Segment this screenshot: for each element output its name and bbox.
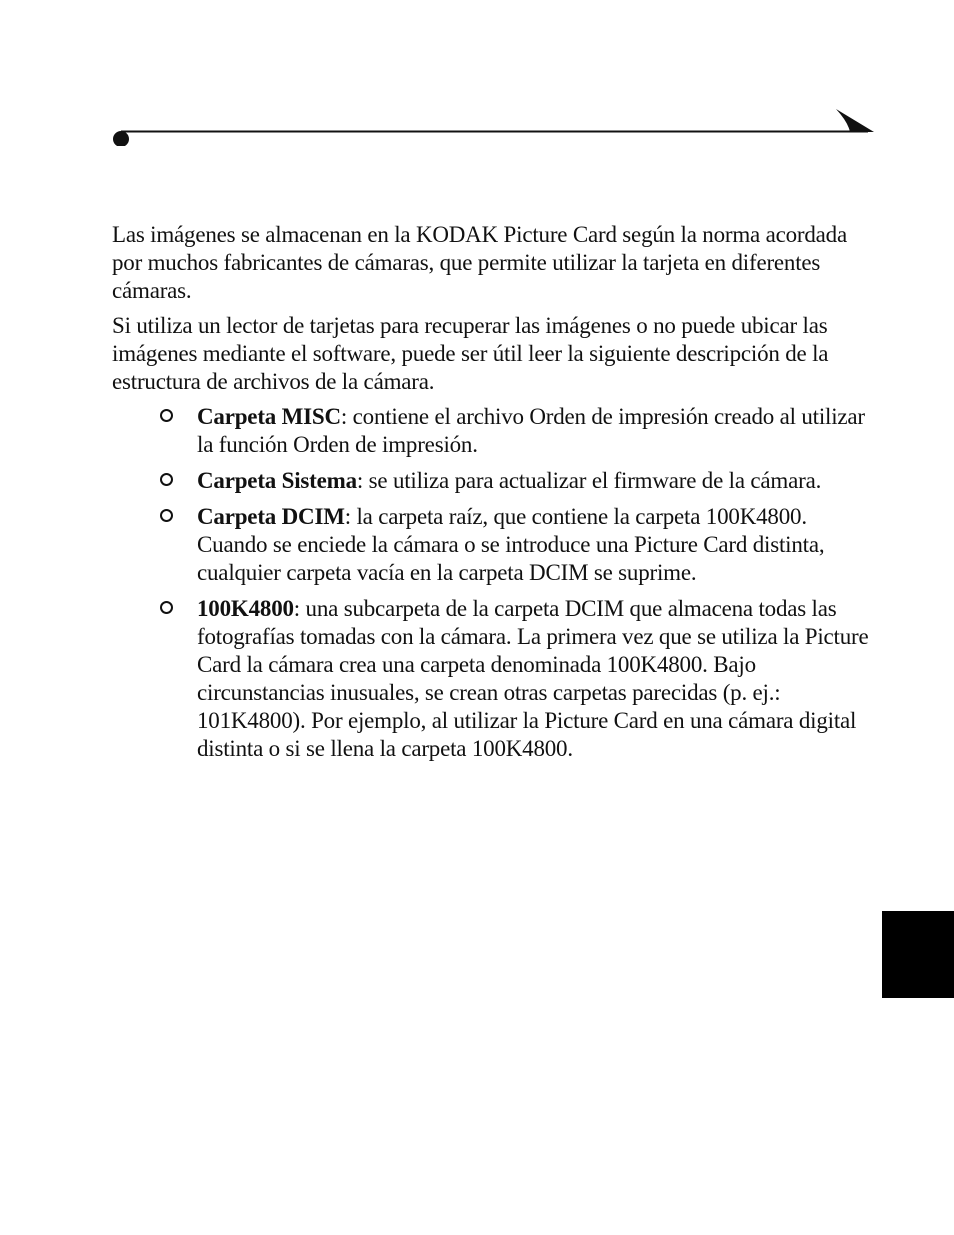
list-item [112,467,882,495]
hollow-circle-bullet-icon [160,409,173,422]
list-item [112,403,882,459]
folder-term: 100K4800 [197,596,294,621]
folder-description: : contiene el archivo Orden de impresión creado al utilizar la función Orden de impresión. [197,404,865,457]
hollow-circle-bullet-icon [160,473,173,486]
folder-list [112,403,882,763]
intro-paragraph-2: Si utiliza un lector de tarjetas para recuperar las imágenes o no puede ubicar las imágenes mediante el software, puede ser útil leer la siguiente descripción de la estructura de archivos de la cámara. [112,313,829,394]
folder-description: : una subcarpeta de la carpeta DCIM que almacena todas las fotografías tomadas con la cámara. La primera vez que se utiliza la Picture Card la cámara crea una carpeta denominada 100K4800. Bajo circunstancias inusuales, se crean otras carpetas parecidas (p. ej.: 101K4800). Por ejemplo, al utilizar la Picture Card en una cámara digital distinta o si se llena la carpeta 100K4800. [197,596,869,761]
main-content [112,221,882,771]
header-rule-icon [112,106,876,146]
hollow-circle-bullet-icon [160,509,173,522]
folder-term: Carpeta MISC [197,404,341,429]
chapter-tab-marker [882,911,954,998]
folder-description: : la carpeta raíz, que contiene la carpeta 100K4800. Cuando se enciede la cámara o se introduce una Picture Card distinta, cualquier carpeta vacía en la carpeta DCIM se suprime. [197,504,825,585]
folder-term: Carpeta DCIM [197,504,345,529]
intro-paragraph-1: Las imágenes se almacenan en la KODAK Picture Card según la norma acordada por muchos fabricantes de cámaras, que permite utilizar la tarjeta en diferentes cámaras. [112,222,847,303]
folder-term: Carpeta Sistema [197,468,357,493]
list-item [112,595,882,763]
folder-description: : se utiliza para actualizar el firmware de la cámara. [356,468,822,493]
list-item [112,503,882,587]
hollow-circle-bullet-icon [160,601,173,614]
